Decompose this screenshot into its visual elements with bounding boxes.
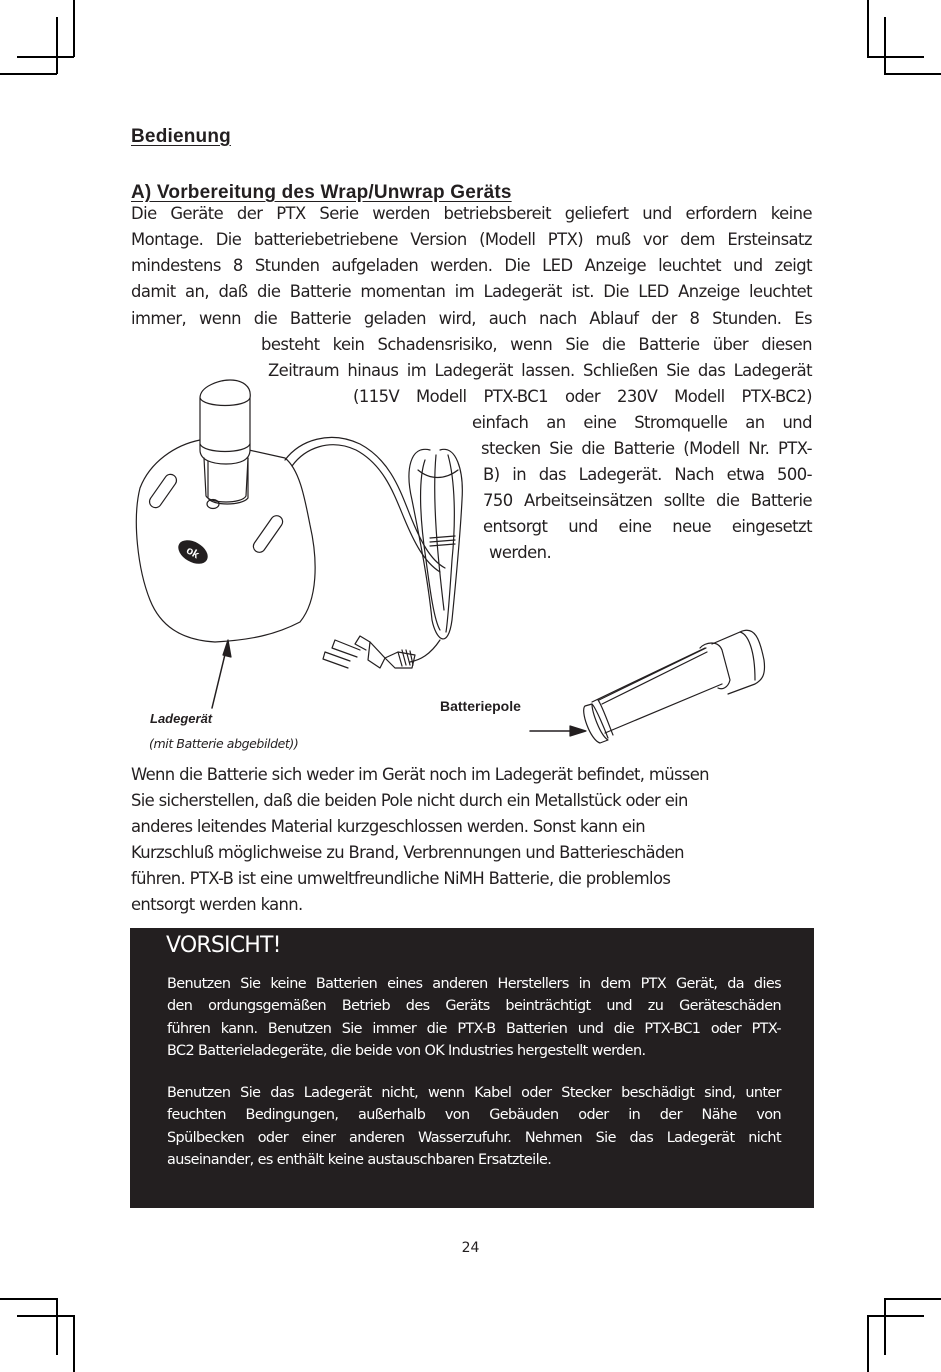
power-plug [323, 636, 440, 668]
battery-drawing [584, 630, 765, 743]
svg-text:ok: ok [183, 544, 202, 562]
battery-paragraph [131, 762, 791, 919]
cord-coil [409, 449, 462, 639]
intro-line: damit an, daß die Batterie momentan im Ladegerät ist. Die LED Anzeige leuchtet [131, 282, 812, 301]
intro-line: B) in das Ladegerät. Nach etwa 500- [483, 465, 812, 484]
warning-title: VORSICHT! [166, 933, 281, 958]
charger-base-outline [136, 440, 315, 642]
intro-line: (115V Modell PTX-BC1 oder 230V Modell PTX-BC2) [353, 387, 812, 406]
intro-line: mindestens 8 Stunden aufgeladen werden. Die LED Anzeige leuchtet und zeigt [131, 256, 812, 275]
battery-line: Kurzschluß möglichweise zu Brand, Verbrennungen und Batterieschäden [131, 843, 684, 863]
warning-box [130, 928, 814, 1208]
battery-line: Sie sicherstellen, daß die beiden Pole nicht durch ein Metallstück oder ein [131, 791, 688, 811]
charger-slot-left [147, 472, 179, 510]
subsection-title: A) Vorbereitung des Wrap/Unwrap Geräts [131, 182, 512, 203]
battery-line: führen. PTX-B ist eine umweltfreundliche NiMH Batterie, die problemlos [131, 869, 671, 889]
intro-line: werden. [489, 543, 552, 562]
section-title: Bedienung [131, 126, 231, 147]
charger-sublabel: (mit Batterie abgebildet)) [149, 736, 299, 751]
intro-line: entsorgt und eine neue eingesetzt [483, 517, 812, 536]
intro-line: Die Geräte der PTX Serie werden betriebsbereit geliefert und erfordern keine [131, 204, 812, 223]
intro-line: stecken Sie die Batterie (Modell Nr. PTX- [481, 439, 812, 458]
crop-mark-br-h2 [867, 1315, 924, 1317]
battery-line: entsorgt werden kann. [131, 895, 303, 915]
warning-line: Benutzen Sie keine Batterien eines anderen Herstellers in dem PTX Gerät, da dies [167, 976, 781, 992]
crop-mark-br-v1 [884, 1298, 886, 1355]
warning-line: Spülbecken oder einer anderen Wasserzufuhr. Nehmen Sie das Ladegerät nicht [167, 1129, 781, 1146]
crop-mark-bl-h1 [0, 1298, 57, 1300]
intro-line: 750 Arbeitseinsätzen sollte die Batterie [483, 491, 812, 510]
crop-mark-bl-v1 [56, 1298, 58, 1355]
warning-line: führen kann. Benutzen Sie immer die PTX-B Batterien und die PTX-BC1 oder PTX- [167, 1020, 781, 1037]
intro-line: immer, wenn die Batterie geladen wird, auch nach Ablauf der 8 Stunden. Es [131, 309, 812, 328]
intro-line: Montage. Die batteriebetriebene Version (Modell PTX) muß vor dem Ersteinsatz [131, 230, 812, 249]
crop-mark-bl-v2 [73, 1315, 75, 1372]
battery-line: Wenn die Batterie sich weder im Gerät noch im Ladegerät befindet, müssen [131, 765, 709, 784]
warning-line: auseinander, es enthält keine austauschbaren Ersatzteile. [167, 1151, 552, 1168]
intro-line: einfach an eine Stromquelle an und [472, 413, 812, 432]
charger-label: Ladegerät [150, 711, 213, 726]
warning-paragraph-2 [167, 1082, 781, 1171]
charger-slot-right [251, 513, 285, 554]
page-number: 24 [461, 1240, 480, 1256]
warning-line: Benutzen Sie das Ladegerät nicht, wenn Kabel oder Stecker beschädigt sind, unter [167, 1085, 781, 1101]
crop-mark-bl-h2 [17, 1315, 74, 1317]
battery-poles-label: Batteriepole [440, 698, 521, 714]
battery-line: anderes leitendes Material kurzgeschlossen werden. Sonst kann ein [131, 817, 645, 837]
warning-line: feuchten Bedingungen, außerhalb von Gebäuden oder in der Nähe von [167, 1107, 781, 1124]
warning-line: den ordungsgemäßen Betrieb des Geräts beinträchtigt und zu Geräteschäden [167, 998, 781, 1015]
intro-line: besteht kein Schadensrisiko, wenn Sie die Batterie über diesen [261, 335, 812, 354]
warning-paragraph-1 [167, 973, 781, 1062]
crop-mark-br-v2 [867, 1315, 869, 1372]
ok-logo [174, 535, 212, 568]
charger-handle [208, 458, 248, 504]
intro-line: Zeitraum hinaus im Ladegerät lassen. Schließen Sie das Ladegerät [268, 361, 812, 380]
warning-line: BC2 Batterieladegeräte, die beide von OK Industries hergestellt werden. [167, 1042, 646, 1059]
crop-mark-br-h1 [884, 1298, 941, 1300]
